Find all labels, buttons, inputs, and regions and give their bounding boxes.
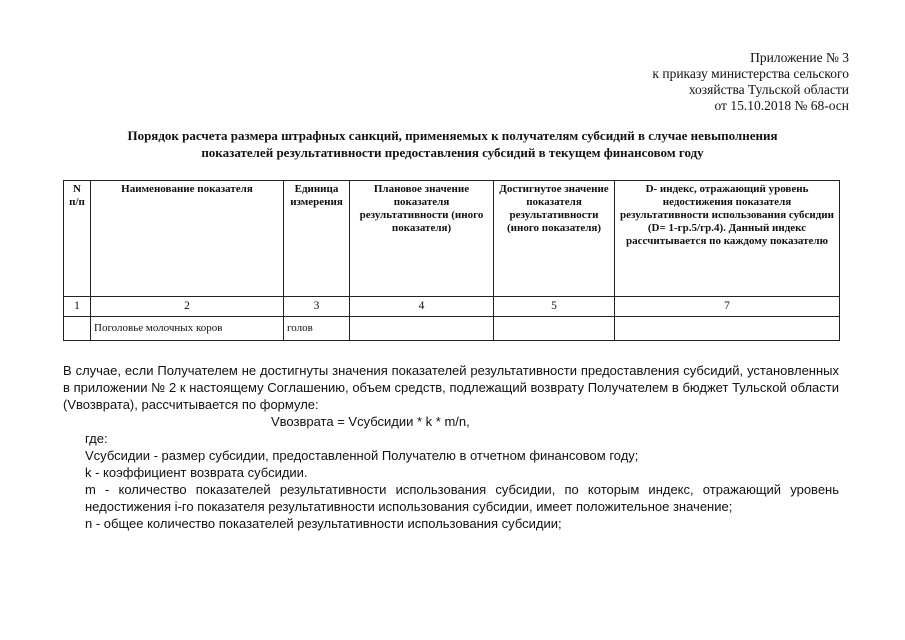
- table-cell-d-index: [615, 317, 840, 341]
- table-cell-number: [64, 317, 91, 341]
- column-number-cell: 2: [91, 297, 284, 317]
- appendix-date: от 15.10.2018 № 68-осн: [714, 98, 849, 113]
- appendix-order-ref: к приказу министерства сельского: [652, 66, 849, 81]
- document-title: [60, 127, 845, 161]
- table-row: [64, 317, 840, 341]
- header-number: N п/п: [64, 181, 91, 297]
- title-line-2: показателей результативности предоставления субсидий в текущем финансовом году: [201, 145, 704, 160]
- intro-paragraph: В случае, если Получателем не достигнуты значения показателей результативности предоставления субсидий, установленных в приложении № 2 к настоящему Соглашению, объем средств, подлежащий возврату Получателем в бюджет Тульской области (Vвозврата), рассчитывается по формуле:: [63, 363, 839, 412]
- table-column-numbers-row: [64, 297, 840, 317]
- title-line-1: Порядок расчета размера штрафных санкций, применяемых к получателям субсидий в случае невыполнения: [127, 128, 778, 143]
- indicators-table: [63, 180, 840, 341]
- column-number-cell: 7: [615, 297, 840, 317]
- definition-m: m - количество показателей результативности использования субсидии, по которым индекс, отражающий уровень недостижения i-го показателя результативности использования субсидии, имеет положительное значение;: [85, 482, 839, 514]
- header-unit: Единица измерения: [284, 181, 350, 297]
- table-cell-unit: голов: [284, 317, 350, 341]
- column-number-cell: 1: [64, 297, 91, 317]
- column-number-cell: 5: [494, 297, 615, 317]
- table-cell-planned: [350, 317, 494, 341]
- appendix-ministry: хозяйства Тульской области: [688, 82, 849, 97]
- header-indicator-name: Наименование показателя: [91, 181, 284, 297]
- header-planned-value: Плановое значение показателя результативности (иного показателя): [350, 181, 494, 297]
- definition-n: n - общее количество показателей результативности использования субсидии;: [85, 516, 562, 531]
- definition-k: k - коэффициент возврата субсидии.: [85, 465, 308, 480]
- appendix-header: [609, 50, 849, 114]
- formula: Vвозврата = Vсубсидии * k * m/n,: [271, 414, 470, 429]
- definition-v-subsidy: Vсубсидии - размер субсидии, предоставленной Получателю в отчетном финансовом году;: [85, 448, 639, 463]
- column-number-cell: 3: [284, 297, 350, 317]
- formula-description: [63, 362, 839, 532]
- column-number-cell: 4: [350, 297, 494, 317]
- where-label: где:: [85, 431, 108, 446]
- appendix-number: Приложение № 3: [750, 50, 849, 65]
- header-d-index: D- индекс, отражающий уровень недостижения показателя результативности использования субсидии (D= 1-гр.5/гр.4). Данный индекс рассчитывается по каждому показателю: [615, 181, 840, 297]
- table-cell-indicator: Поголовье молочных коров: [91, 317, 284, 341]
- table-header-row: [64, 181, 840, 297]
- table-cell-achieved: [494, 317, 615, 341]
- header-achieved-value: Достигнутое значение показателя результативности (иного показателя): [494, 181, 615, 297]
